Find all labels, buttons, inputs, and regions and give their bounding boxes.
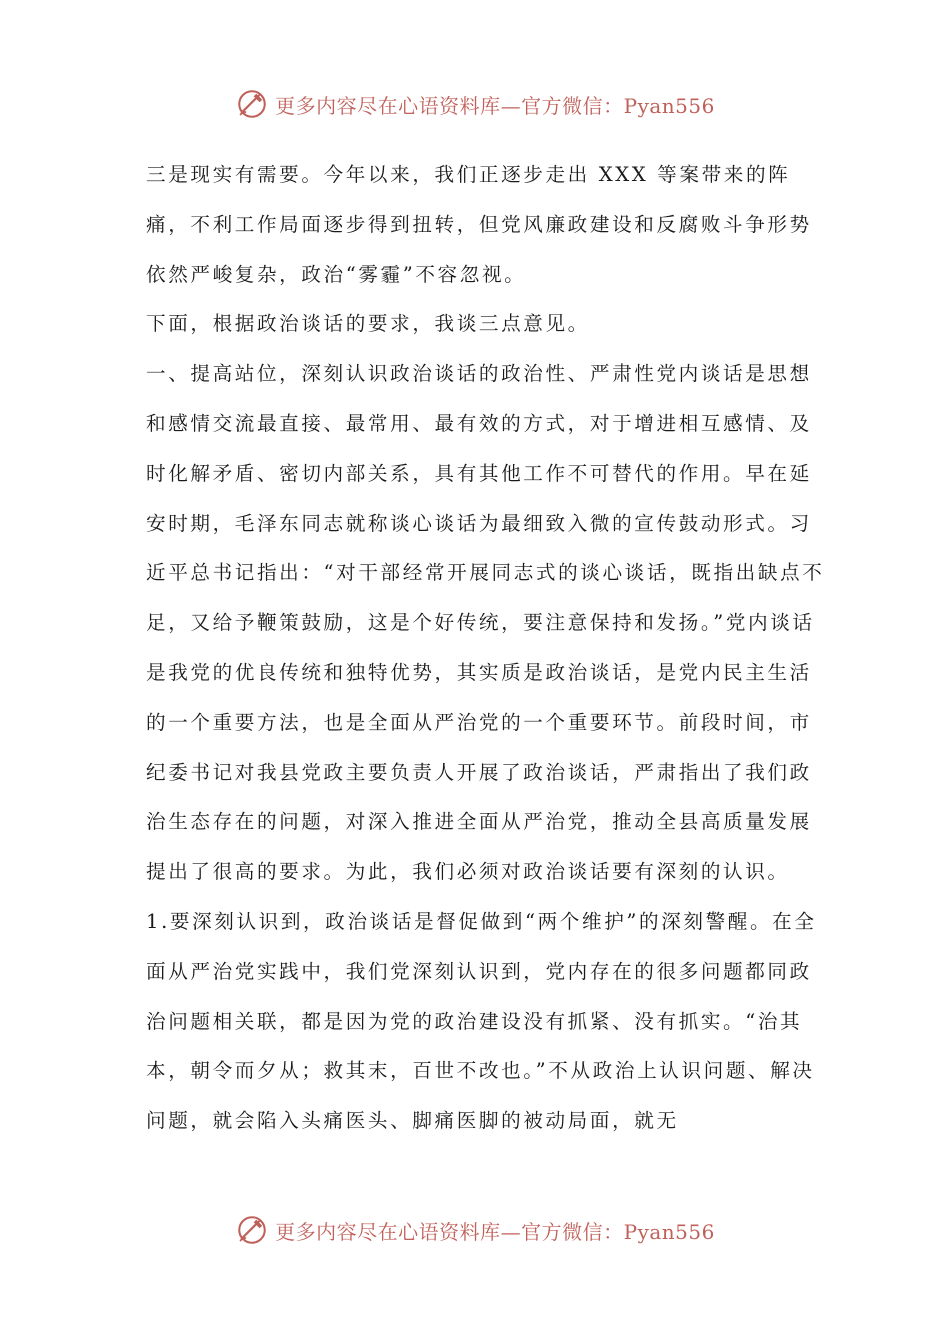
- pen-logo-icon: [235, 1213, 269, 1247]
- paragraph-2: 下面，根据政治谈话的要求，我谈三点意见。: [146, 312, 590, 336]
- paragraph-1: 三是现实有需要。今年以来，我们正逐步走出 XXX 等案带来的阵痛，不利工作局面逐步得到扭转，但党风廉政建设和反腐败斗争形势依然严峻复杂，政治“雾霾”不容忽视。: [146, 163, 812, 286]
- watermark-footer: [0, 1210, 950, 1250]
- watermark-text: 更多内容尽在心语资料库—官方微信：Pyan556: [275, 93, 715, 118]
- paragraph-4: 1.要深刻认识到，政治谈话是督促做到“两个维护”的深刻警醒。在全面从严治党实践中，我们党深刻认识到，党内存在的很多问题都同政治问题相关联，都是因为党的政治建设没有抓紧、没有抓实。“治其本，朝令而夕从；救其末，百世不改也。”不从政治上认识问题、解决问题，就会陷入头痛医头、脚痛医脚的被动局面，就无: [146, 909, 817, 1133]
- watermark-text: 更多内容尽在心语资料库—官方微信：Pyan556: [275, 1219, 715, 1244]
- paragraph-3: 一、提高站位，深刻认识政治谈话的政治性、严肃性党内谈话是思想和感情交流最直接、最常用、最有效的方式，对于增进相互感情、及时化解矛盾、密切内部关系，具有其他工作不可替代的作用。早在延安时期，毛泽东同志就称谈心谈话为最细致入微的宣传鼓动形式。习近平总书记指出：“对干部经常开展同志式的谈心谈话，既指出缺点不足，又给予鞭策鼓励，这是个好传统，要注意保持和发扬。”党内谈话是我党的优良传统和独特优势，其实质是政治谈话，是党内民主生活的一个重要方法，也是全面从严治党的一个重要环节。前段时间，市纪委书记对我县党政主要负责人开展了政治谈话，严肃指出了我们政治生态存在的问题，对深入推进全面从严治党，推动全县高质量发展提出了很高的要求。为此，我们必须对政治谈话要有深刻的认识。: [146, 362, 825, 884]
- pen-logo-icon: [235, 87, 269, 121]
- document-body: [146, 150, 826, 1146]
- watermark-header: [0, 84, 950, 124]
